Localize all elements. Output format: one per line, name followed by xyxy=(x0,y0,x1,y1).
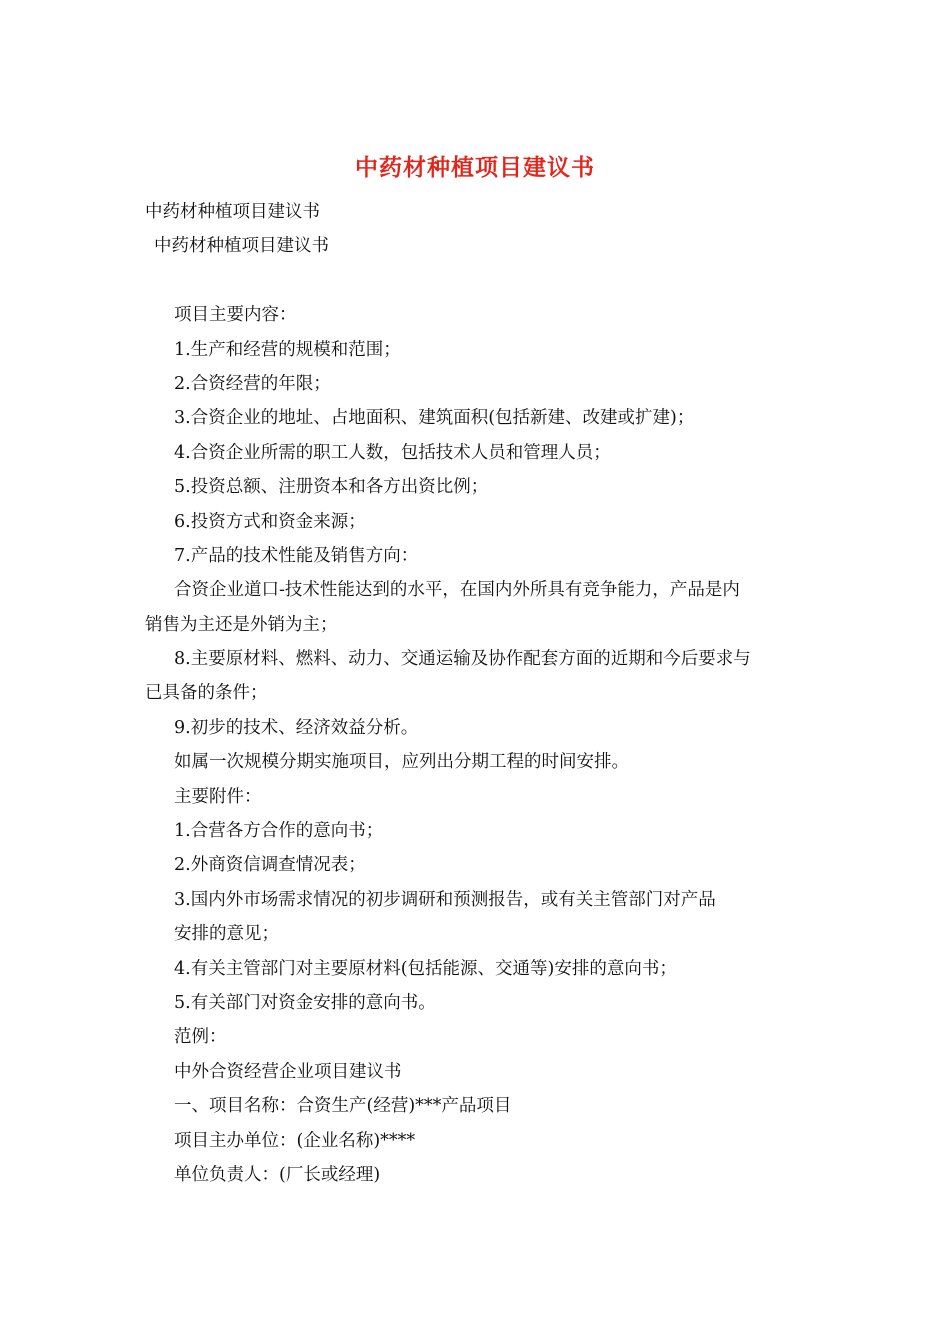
blank-line xyxy=(145,264,810,298)
paragraph-line: 6.投资方式和资金来源； xyxy=(174,511,366,532)
paragraph-line: 4.有关主管部门对主要原材料(包括能源、交通等)安排的意向书； xyxy=(174,958,677,979)
paragraph-line: 1.生产和经营的规模和范围； xyxy=(174,339,401,360)
paragraph-line: 单位负责人：(厂长或经理) xyxy=(174,1164,381,1185)
paragraph-line: 中外合资经营企业项目建议书 xyxy=(174,1061,402,1082)
paragraph-line: 5.有关部门对资金安排的意向书。 xyxy=(174,992,436,1013)
paragraph-line: 销售为主还是外销为主； xyxy=(145,614,338,635)
subtitle-line: 中药材种植项目建议书 xyxy=(145,202,320,222)
paragraph-line: 安排的意见； xyxy=(174,924,279,945)
document-title: 中药材种植项目建议书 xyxy=(355,154,595,181)
paragraph-line: 8.主要原材料、燃料、动力、交通运输及协作配套方面的近期和今后要求与 xyxy=(174,649,751,670)
paragraph-line: 4.合资企业所需的职工人数，包括技术人员和管理人员； xyxy=(174,442,611,463)
document-body xyxy=(145,195,810,1192)
paragraph-line: 一、项目名称：合资生产(经营)***产品项目 xyxy=(174,1096,512,1117)
paragraph-line: 1.合营各方合作的意向书； xyxy=(174,821,384,842)
paragraph-line: 3.国内外市场需求情况的初步调研和预测报告，或有关主管部门对产品 xyxy=(174,889,716,910)
paragraph-line: 如属一次规模分期实施项目，应列出分期工程的时间安排。 xyxy=(174,752,629,773)
paragraph-line: 2.外商资信调查情况表； xyxy=(174,855,366,876)
paragraph-line: 范例： xyxy=(174,1027,227,1048)
paragraph-line: 2.合资经营的年限； xyxy=(174,373,331,394)
paragraph-line: 项目主要内容： xyxy=(174,305,297,326)
paragraph-line: 主要附件： xyxy=(174,786,262,807)
paragraph-line: 项目主办单位：(企业名称)**** xyxy=(174,1130,416,1151)
subtitle-line: 中药材种植项目建议书 xyxy=(154,236,329,257)
paragraph-line: 已具备的条件； xyxy=(145,683,268,704)
paragraph-line: 7.产品的技术性能及销售方向： xyxy=(174,545,419,566)
paragraph-line: 合资企业道口-技术性能达到的水平，在国内外所具有竞争能力，产品是内 xyxy=(174,580,740,601)
paragraph-line: 9.初步的技术、经济效益分析。 xyxy=(174,717,419,738)
paragraph-line: 5.投资总额、注册资本和各方出资比例； xyxy=(174,477,489,498)
paragraph-line: 3.合资企业的地址、占地面积、建筑面积(包括新建、改建或扩建)； xyxy=(174,408,695,429)
